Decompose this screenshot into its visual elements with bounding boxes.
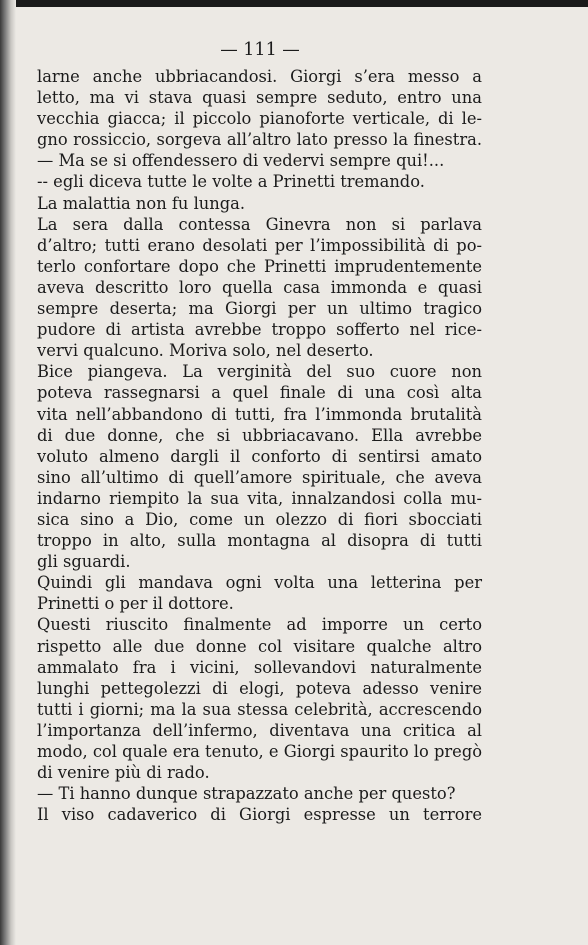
text-line: di due donne, che si ubbriacavano. Ella avrebbe: [37, 425, 482, 445]
book-binding-shadow: [0, 0, 16, 945]
text-line: sempre deserta; ma Giorgi per un ultimo tragico: [37, 299, 482, 319]
page-number: — 111 —: [220, 40, 300, 60]
text-line: indarno riempito la sua vita, innalzandosi colla mu-: [37, 488, 482, 508]
text-line: Il viso cadaverico di Giorgi espresse un terrore: [37, 805, 482, 825]
scan-top-edge: [0, 0, 588, 7]
text-line: vecchia giacca; il piccolo pianoforte verticale, di le-: [37, 109, 482, 129]
text-line: sino all’ultimo di quell’amore spirituale, che aveva: [37, 467, 482, 487]
text-line: La malattia non fu lunga.: [37, 193, 246, 213]
text-line: vita nell’abbandono di tutti, fra l’immonda brutalità: [37, 404, 482, 424]
text-line: voluto almeno dargli il conforto di sentirsi amato: [37, 446, 482, 466]
text-line: Quindi gli mandava ogni volta una letterina per: [37, 573, 482, 593]
text-line: aveva descritto loro quella casa immonda e quasi: [37, 277, 482, 297]
text-line: larne anche ubbriacandosi. Giorgi s’era messo a: [37, 67, 482, 86]
body-text: [37, 66, 482, 825]
text-line: troppo in alto, sulla montagna al disopra di tutti: [37, 531, 482, 551]
text-line: Bice piangeva. La verginità del suo cuore non: [37, 362, 482, 382]
text-line: d’altro; tutti erano desolati per l’impossibilità di po-: [37, 235, 482, 255]
text-line: poteva rassegnarsi a quel finale di una così alta: [37, 383, 482, 403]
text-line: modo, col quale era tenuto, e Giorgi spaurito lo pregò: [37, 742, 483, 761]
text-line: lunghi pettegolezzi di elogi, poteva adesso venire: [37, 678, 482, 698]
text-line: ammalato fra i vicini, sollevandovi naturalmente: [37, 657, 482, 677]
text-line: tutti i giorni; ma la sua stessa celebrità, accrescendo: [37, 699, 482, 719]
text-line: vervi qualcuno. Moriva solo, nel deserto.: [37, 341, 374, 361]
text-line: gli sguardi.: [37, 552, 131, 572]
text-line: sica sino a Dio, come un olezzo di fiori sbocciati: [37, 509, 482, 529]
text-line: — Ti hanno dunque strapazzato anche per questo?: [37, 784, 456, 804]
text-line: Prinetti o per il dottore.: [37, 594, 234, 614]
text-line: terlo confortare dopo che Prinetti imprudentemente: [37, 256, 482, 276]
text-line: Questi riuscito finalmente ad imporre un certo: [37, 615, 482, 635]
text-line: — Ma se si offendessero di vedervi sempre qui!...: [37, 151, 445, 171]
text-line: di venire più di rado.: [37, 763, 210, 783]
text-line: pudore di artista avrebbe troppo sofferto nel rice-: [37, 320, 482, 340]
text-line: l’importanza dell’infermo, diventava una critica al: [37, 720, 482, 740]
text-line: letto, ma vi stava quasi sempre seduto, entro una: [37, 88, 482, 108]
text-line: gno rossiccio, sorgeva all’altro lato presso la finestra.: [37, 130, 482, 150]
text-line: La sera dalla contessa Ginevra non si parlava: [37, 214, 482, 234]
text-line: rispetto alle due donne col visitare qualche altro: [37, 636, 482, 656]
text-line: -- egli diceva tutte le volte a Prinetti tremando.: [37, 172, 425, 192]
